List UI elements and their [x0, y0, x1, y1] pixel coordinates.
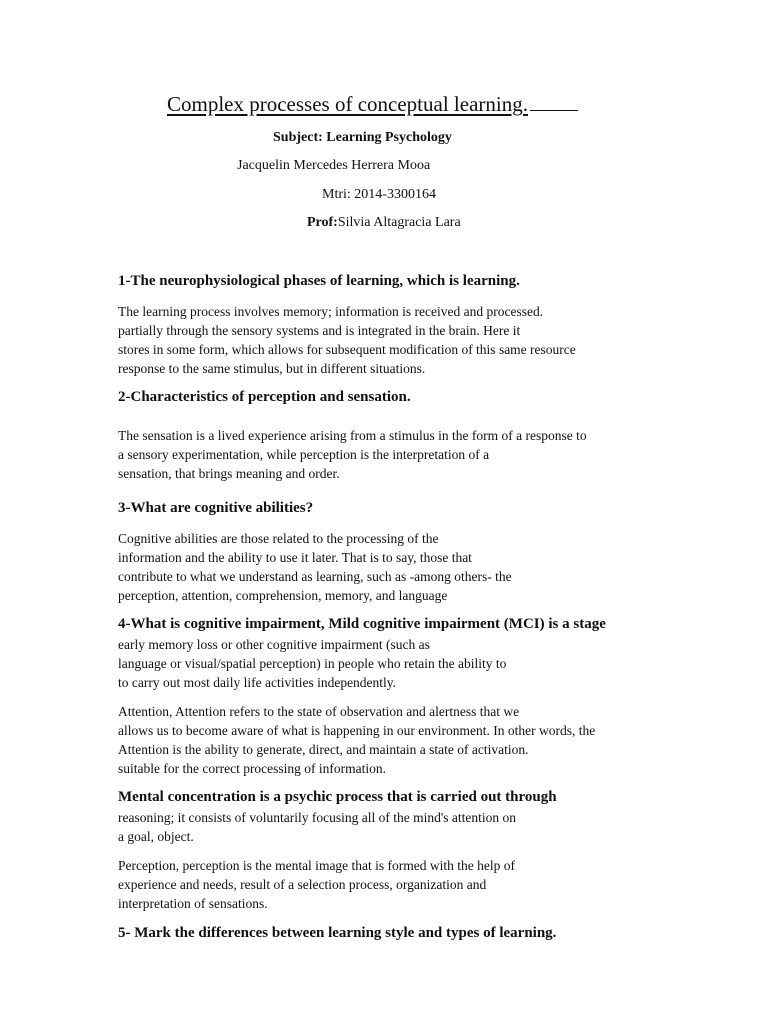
text-line: to carry out most daily life activities independently.: [118, 675, 397, 690]
section-2-heading: 2-Characteristics of perception and sensation.: [118, 389, 411, 405]
subject-line: Subject: Learning Psychology: [273, 130, 452, 145]
section-3-body: [118, 529, 512, 605]
section-5-heading: 5- Mark the differences between learning style and types of learning.: [118, 925, 557, 941]
attention-paragraph: [118, 702, 595, 778]
text-line: Attention is the ability to generate, direct, and maintain a state of activation.: [118, 742, 529, 757]
author-name: Jacquelin Mercedes Herrera Mooa: [237, 158, 431, 173]
text-line: allows us to become aware of what is happening in our environment. In other words, the: [118, 723, 596, 738]
text-line: a goal, object.: [118, 829, 194, 844]
section-1-heading: 1-The neurophysiological phases of learning, which is learning.: [118, 273, 520, 289]
text-line: a sensory experimentation, while perception is the interpretation of a: [118, 447, 490, 462]
concentration-heading: Mental concentration is a psychic process that is carried out through: [118, 789, 557, 805]
section-1-body: [118, 302, 576, 378]
text-line: partially through the sensory systems and is integrated in the brain. Here it: [118, 323, 521, 338]
section-2-body: [118, 426, 587, 483]
text-line: reasoning; it consists of voluntarily focusing all of the mind's attention on: [118, 810, 516, 825]
text-line: contribute to what we understand as learning, such as -among others- the: [118, 569, 512, 584]
text-line: perception, attention, comprehension, memory, and language: [118, 588, 448, 603]
section-3-heading: 3-What are cognitive abilities?: [118, 500, 314, 516]
text-line: experience and needs, result of a selection process, organization and: [118, 877, 487, 892]
text-line: information and the ability to use it later. That is to say, those that: [118, 550, 472, 565]
concentration-body: [118, 808, 516, 846]
professor-line: [307, 215, 461, 231]
text-line: Attention, Attention refers to the state of observation and alertness that we: [118, 704, 520, 719]
text-line: language or visual/spatial perception) in people who retain the ability to: [118, 656, 507, 671]
text-line: sensation, that brings meaning and order.: [118, 466, 340, 481]
professor-label: Prof:: [307, 215, 338, 230]
section-4-heading: 4-What is cognitive impairment, Mild cognitive impairment (MCI) is a stage: [118, 616, 606, 632]
text-line: interpretation of sensations.: [118, 896, 268, 911]
professor-name: Silvia Altagracia Lara: [337, 215, 461, 230]
section-4-body: [118, 635, 506, 692]
text-line: Cognitive abilities are those related to the processing of the: [118, 531, 439, 546]
document-title: Complex processes of conceptual learning.: [167, 92, 578, 117]
perception-paragraph: [118, 856, 515, 913]
text-line: early memory loss or other cognitive impairment (such as: [118, 637, 430, 652]
title-underline-tail: [530, 109, 578, 111]
text-line: suitable for the correct processing of information.: [118, 761, 387, 776]
text-line: Perception, perception is the mental image that is formed with the help of: [118, 858, 516, 873]
text-line: The learning process involves memory; information is received and processed.: [118, 304, 544, 319]
text-line: The sensation is a lived experience arising from a stimulus in the form of a response to: [118, 428, 587, 443]
text-line: response to the same stimulus, but in different situations.: [118, 361, 426, 376]
student-id: Mtri: 2014-3300164: [322, 187, 436, 202]
text-line: stores in some form, which allows for subsequent modification of this same resource: [118, 342, 576, 357]
